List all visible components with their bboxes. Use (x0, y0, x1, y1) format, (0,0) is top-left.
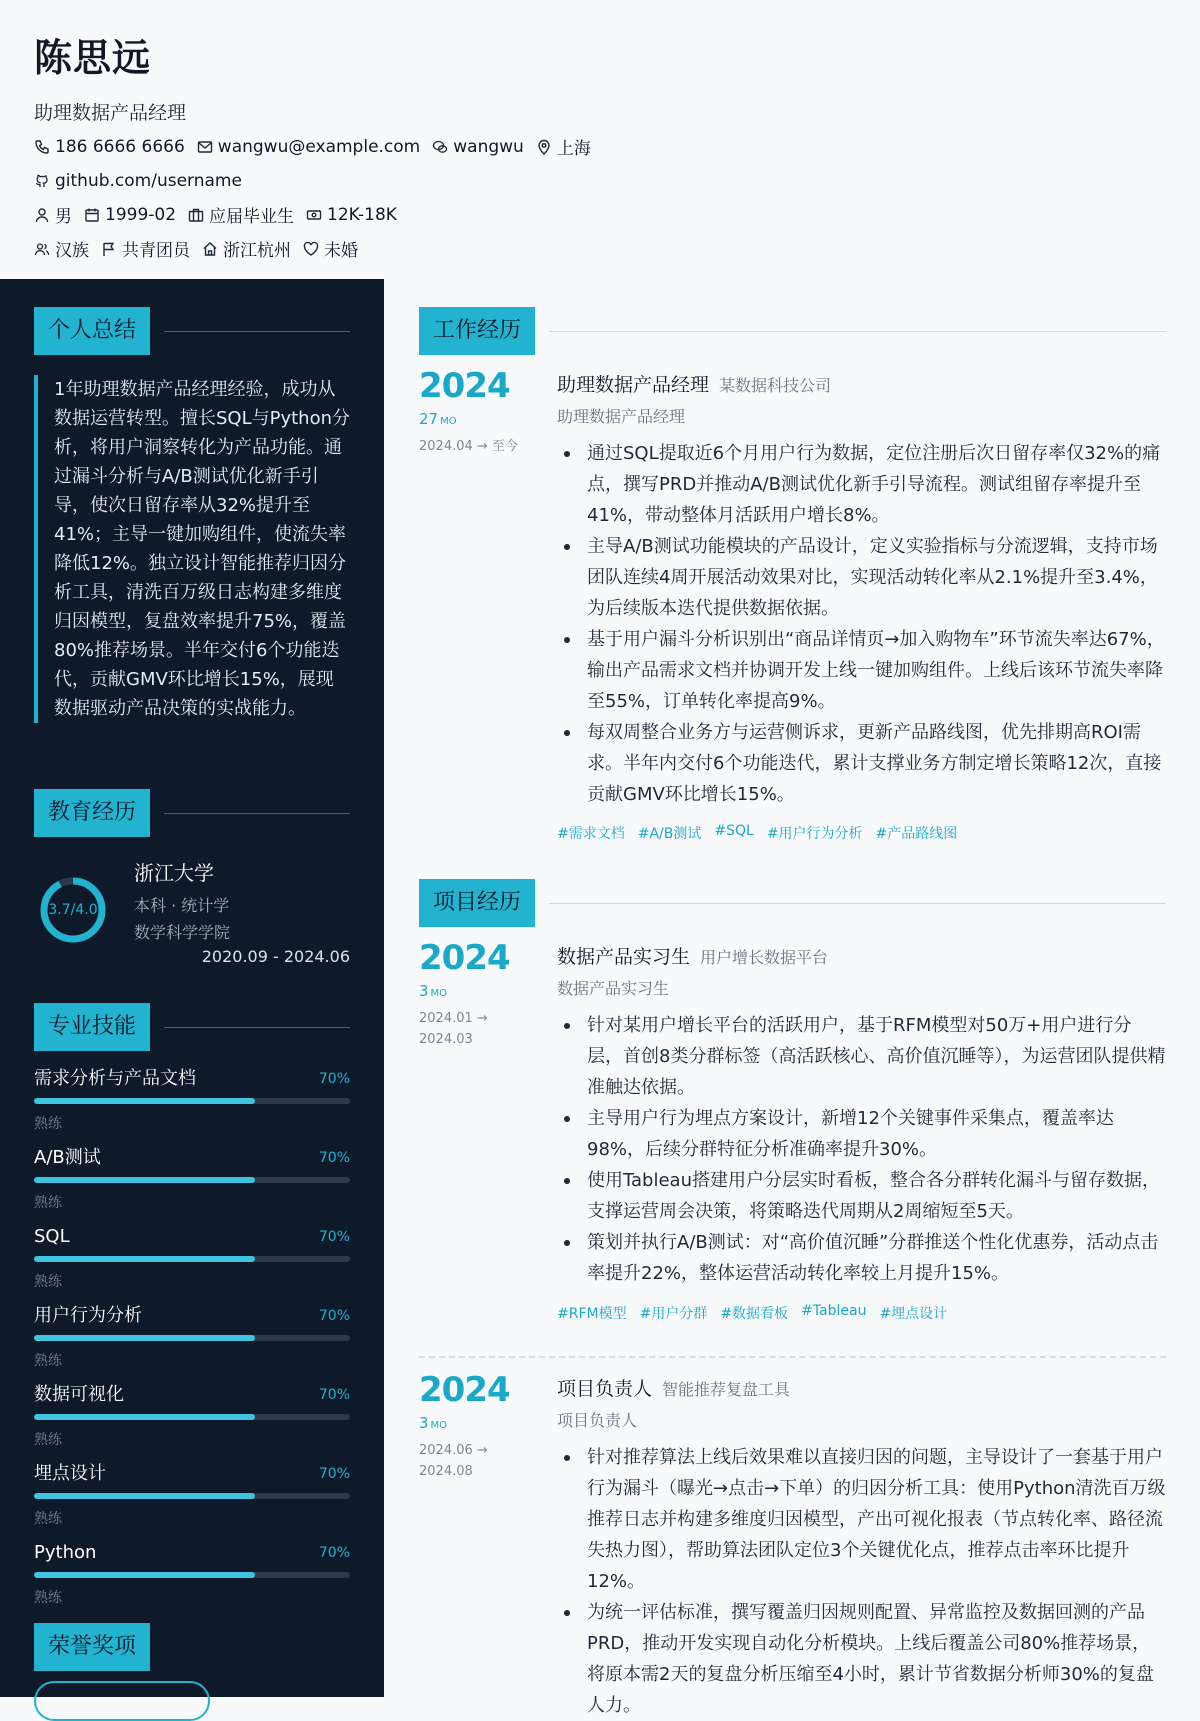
contact-row (34, 133, 794, 160)
skill-item (34, 1225, 350, 1295)
marital-text: 未婚 (324, 241, 358, 261)
skills-heading: 专业技能 (34, 1003, 150, 1051)
skill-bar-fill (34, 1572, 255, 1578)
entry-tags (557, 823, 970, 843)
summary-heading: 个人总结 (34, 307, 150, 355)
education-heading-rule (164, 813, 350, 814)
link-row (34, 167, 794, 194)
people-icon (34, 241, 50, 257)
projects-section-header (419, 879, 1166, 927)
duration-unit: MO (430, 1420, 448, 1431)
gpa-label: 3.7/4.0 (48, 902, 98, 918)
skill-percent: 70% (318, 1387, 350, 1403)
college-name: 数学科学学院 (134, 923, 231, 942)
ethnicity-item (34, 236, 89, 261)
entry-bullets (557, 1010, 1166, 1289)
skill-bar-track (34, 1335, 350, 1341)
skill-bar-fill (34, 1414, 255, 1420)
skills-section-header (34, 1003, 350, 1051)
entry-dates: 2024.06 → 2024.08 (419, 1443, 488, 1479)
skill-bar-track (34, 1098, 350, 1104)
gender-item (34, 202, 72, 227)
skill-name: SQL (34, 1226, 70, 1247)
entry-dates: 2024.01 → 2024.03 (419, 1011, 488, 1047)
calendar-icon (84, 207, 100, 223)
hometown-item (202, 236, 291, 261)
entry-role: 项目负责人 (557, 1378, 653, 1400)
entry-org: 某数据科技公司 (719, 376, 832, 395)
entry-subrole: 数据产品实习生 (557, 979, 670, 998)
entry-subrole: 项目负责人 (557, 1411, 638, 1430)
skill-bar-track (34, 1177, 350, 1183)
ethnicity-text: 汉族 (55, 241, 89, 261)
political-text: 共青团员 (122, 241, 190, 261)
target-position: 助理数据产品经理 (34, 102, 187, 124)
entry-bullets (557, 1442, 1166, 1721)
projects-heading-rule (549, 903, 1166, 904)
github-text: github.com/username (55, 170, 242, 191)
tag: #Tableau (801, 1303, 867, 1319)
entry-duration (419, 982, 447, 1000)
entry-heading (557, 370, 831, 397)
skill-level: 熟练 (34, 1274, 62, 1290)
skill-name: 用户行为分析 (34, 1305, 142, 1326)
skill-bar-fill (34, 1493, 255, 1499)
entry-heading (557, 1374, 790, 1401)
tag: #需求文档 (557, 826, 625, 842)
email-text: wangwu@example.com (217, 136, 421, 157)
bullet-item: 使用Tableau搭建用户分层实时看板，整合各分群转化漏斗与留存数据，支撑运营周会决策，将策略迭代周期从2周缩短至5天。 (557, 1165, 1166, 1227)
skill-bar-fill (34, 1256, 255, 1262)
skill-percent: 70% (318, 1308, 350, 1324)
birth-item (84, 205, 176, 225)
education-period: 2020.09 - 2024.06 (201, 947, 350, 966)
bullet-item: 基于用户漏斗分析识别出“商品详情页→加入购物车”环节流失率达67%，输出产品需求文档并协调开发上线一键加购组件。上线后该环节流失率降至55%，订单转化率提高9%。 (557, 624, 1166, 717)
awards-section-header (34, 1623, 350, 1671)
skill-level: 熟练 (34, 1432, 62, 1448)
skill-name: 需求分析与产品文档 (34, 1068, 196, 1089)
user-icon (34, 207, 50, 223)
tag: #产品路线图 (875, 826, 958, 842)
entry-org: 用户增长数据平台 (700, 948, 829, 967)
entry-role: 助理数据产品经理 (557, 374, 710, 396)
entry-divider (419, 1356, 1166, 1358)
skill-item (34, 1146, 350, 1216)
skill-bar-track (34, 1572, 350, 1578)
bullet-item: 针对推荐算法上线后效果难以直接归因的问题，主导设计了一套基于用户行为漏斗（曝光→点击→下单）的归因分析工具：使用Python清洗百万级推荐日志并构建多维度归因模型，产出可视化报表（节点转化率、路径流失热力图），帮助算法团队定位3个关键优化点，推荐点击率环比提升12%。 (557, 1442, 1166, 1597)
skill-bar-fill (34, 1335, 255, 1341)
skill-name: Python (34, 1542, 97, 1563)
email-item[interactable] (197, 137, 420, 157)
entry-year: 2024 (419, 1370, 510, 1410)
tag: #RFM模型 (557, 1306, 627, 1322)
projects-heading: 项目经历 (419, 879, 535, 927)
heart-icon (303, 241, 319, 257)
skill-item (34, 1067, 350, 1137)
skill-item (34, 1541, 350, 1611)
duration-value: 3 (419, 982, 429, 1000)
tag: #SQL (714, 823, 754, 839)
duration-unit: MO (440, 416, 457, 427)
skill-bar-track (34, 1493, 350, 1499)
bullet-item: 为统一评估标准，撰写覆盖归因规则配置、异常监控及数据回测的产品PRD，推动开发实现自动化分析模块。上线后覆盖公司80%推荐场景，将原本需2天的复盘分析压缩至4小时，累计节省数据分析师30%的复盘人力。 (557, 1597, 1166, 1721)
skill-percent: 70% (318, 1229, 350, 1245)
skills-heading-rule (164, 1027, 350, 1028)
basic-row (34, 201, 794, 228)
wechat-item (432, 137, 524, 157)
skill-name: A/B测试 (34, 1147, 101, 1168)
work-section-header (419, 307, 1166, 355)
skill-level: 熟练 (34, 1590, 62, 1606)
skill-percent: 70% (318, 1545, 350, 1561)
skill-name: 数据可视化 (34, 1384, 124, 1405)
skill-level: 熟练 (34, 1353, 62, 1369)
education-section-header (34, 789, 350, 837)
wechat-icon (432, 139, 448, 155)
marital-item (303, 236, 358, 261)
tag: #埋点设计 (879, 1306, 948, 1322)
skill-bar-fill (34, 1177, 255, 1183)
entry-bullets (557, 438, 1166, 810)
bullet-item: 通过SQL提取近6个月用户行为数据，定位注册后次日留存率仅32%的痛点，撰写PRD并推动A/B测试优化新手引导流程。测试组留存率提升至41%，带动整体月活跃用户增长8%。 (557, 438, 1166, 531)
skill-level: 熟练 (34, 1116, 62, 1132)
skill-bar-track (34, 1414, 350, 1420)
bullet-item: 主导A/B测试功能模块的产品设计，定义实验指标与分流逻辑，支持市场团队连续4周开展活动效果对比，实现活动转化率从2.1%提升至3.4%，为后续版本迭代提供数据依据。 (557, 531, 1166, 624)
wechat-text: wangwu (453, 136, 524, 157)
bullet-item: 每双周整合业务方与运营侧诉求，更新产品路线图，优先排期高ROI需求。半年内交付6个功能迭代，累计支撑业务方制定增长策略12次，直接贡献GMV环比增长15%。 (557, 717, 1166, 810)
candidate-name: 陈思远 (34, 36, 152, 80)
status-text: 应届毕业生 (209, 207, 295, 227)
mail-icon (197, 139, 213, 155)
entry-duration (419, 1414, 447, 1432)
work-heading: 工作经历 (419, 307, 535, 355)
phone-item[interactable] (34, 137, 185, 157)
entry-duration (419, 410, 457, 428)
sidebar (0, 279, 384, 1697)
tag: #用户分群 (639, 1306, 708, 1322)
school-name: 浙江大学 (134, 861, 214, 885)
hometown-text: 浙江杭州 (223, 241, 291, 261)
skill-item (34, 1383, 350, 1453)
city-item (536, 134, 591, 159)
status-item (188, 202, 294, 227)
home-icon (202, 241, 218, 257)
tag: #A/B测试 (637, 826, 702, 842)
bullet-item: 针对某用户增长平台的活跃用户，基于RFM模型对50万+用户进行分层，首创8类分群标签（高活跃核心、高价值沉睡等），为运营团队提供精准触达依据。 (557, 1010, 1166, 1103)
entry-heading (557, 942, 828, 969)
personal-row (34, 235, 794, 262)
work-heading-rule (549, 331, 1166, 332)
tag: #数据看板 (720, 1306, 789, 1322)
summary-heading-rule (164, 331, 350, 332)
skill-item (34, 1304, 350, 1374)
entry-year: 2024 (419, 938, 510, 978)
degree-major: 本科 · 统计学 (134, 896, 230, 915)
skill-bar-track (34, 1256, 350, 1262)
salary-item (306, 205, 397, 225)
briefcase-icon (188, 207, 204, 223)
skill-percent: 70% (318, 1466, 350, 1482)
bullet-item: 策划并执行A/B测试：对“高价值沉睡”分群推送个性化优惠券，活动点击率提升22%，整体运营活动转化率较上月提升15%。 (557, 1227, 1166, 1289)
skill-level: 熟练 (34, 1511, 62, 1527)
bullet-item: 主导用户行为埋点方案设计，新增12个关键事件采集点，覆盖率达98%，后续分群特征分析准确率提升30%。 (557, 1103, 1166, 1165)
flag-icon (101, 241, 117, 257)
tag: #用户行为分析 (766, 826, 863, 842)
gender-text: 男 (55, 207, 72, 227)
skill-item (34, 1462, 350, 1532)
entry-role: 数据产品实习生 (557, 946, 691, 968)
entry-subrole: 助理数据产品经理 (557, 407, 686, 426)
skill-percent: 70% (318, 1071, 350, 1087)
award-chip (34, 1681, 210, 1721)
birth-text: 1999-02 (105, 204, 177, 225)
salary-text: 12K-18K (327, 204, 397, 225)
skill-name: 埋点设计 (34, 1463, 106, 1484)
skill-bar-fill (34, 1098, 255, 1104)
skill-percent: 70% (318, 1150, 350, 1166)
duration-unit: MO (430, 988, 448, 999)
phone-text: 186 6666 6666 (55, 136, 185, 157)
entry-dates: 2024.04 → 至今 (419, 439, 518, 454)
entry-org: 智能推荐复盘工具 (662, 1380, 791, 1399)
resume-header (34, 30, 794, 262)
entry-year: 2024 (419, 366, 510, 406)
skill-level: 熟练 (34, 1195, 62, 1211)
political-item (101, 236, 190, 261)
duration-value: 3 (419, 1414, 429, 1432)
money-icon (306, 207, 322, 223)
github-item[interactable] (34, 171, 242, 191)
github-icon (34, 173, 50, 189)
education-heading: 教育经历 (34, 789, 150, 837)
awards-heading: 荣誉奖项 (34, 1623, 150, 1671)
summary-text: 1年助理数据产品经理经验，成功从数据运营转型。擅长SQL与Python分析，将用户洞察转化为产品功能。通过漏斗分析与A/B测试优化新手引导，使次日留存率从32%提升至41%；主导一键加购组件，使流失率降低12%。独立设计智能推荐归因分析工具，清洗百万级日志构建多维度归因模型，复盘效率提升75%，覆盖80%推荐场景。半年交付6个功能迭代，贡献GMV环比增长15%，展现数据驱动产品决策的实战能力。 (34, 375, 350, 723)
phone-icon (34, 139, 50, 155)
summary-section-header (34, 307, 350, 355)
location-icon (536, 139, 552, 155)
entry-tags (557, 1303, 960, 1323)
city-text: 上海 (556, 139, 591, 159)
duration-value: 27 (419, 410, 439, 428)
